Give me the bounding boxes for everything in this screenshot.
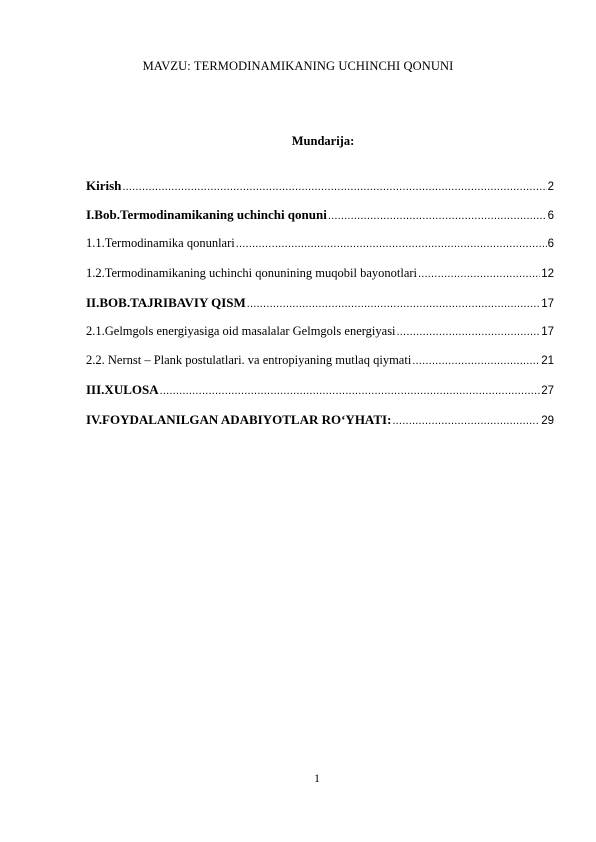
toc-entry-page: 17 (541, 325, 554, 338)
toc-entry-label: Kirish (86, 178, 122, 193)
toc-entry-page: 12 (541, 267, 554, 280)
toc-entry[interactable] (86, 266, 554, 295)
toc-entry-label: 2.1.Gelmgols energiyasiga oid masalalar Gelmgols energiyasi (86, 323, 396, 338)
toc-entry[interactable] (86, 295, 554, 324)
toc-dot-leader (160, 385, 541, 397)
toc-entry-label: IV.FOYDALANILGAN ADABIYOTLAR RO‘YHATI: (86, 411, 392, 427)
toc-dot-leader (247, 298, 540, 310)
table-of-contents (86, 178, 554, 441)
toc-dot-leader (397, 326, 541, 338)
toc-entry-label: 2.2. Nernst – Plank postulatlari. va entropiyaning mutlaq qiymati (86, 353, 412, 368)
toc-entry-page: 29 (541, 414, 554, 427)
toc-entry-page: 2 (547, 181, 554, 193)
toc-entry[interactable] (86, 236, 554, 265)
toc-dot-leader (122, 181, 546, 193)
toc-entry[interactable] (86, 412, 554, 441)
toc-dot-leader (328, 210, 547, 222)
toc-dot-leader (236, 238, 547, 250)
toc-entry-page: 27 (541, 385, 554, 398)
toc-entry[interactable] (86, 324, 554, 353)
toc-entry-label: 1.2.Termodinamikaning uchinchi qonunining muqobil bayonotlari (86, 265, 418, 280)
toc-dot-leader (392, 415, 540, 427)
toc-dot-leader (412, 355, 540, 367)
toc-entry-label: III.XULOSA (86, 382, 159, 398)
toc-entry-label: I.Bob.Termodinamikaning uchinchi qonuni (86, 207, 327, 223)
document-title: MAVZU: TERMODINAMIKANING UCHINCHI QONUNI (142, 59, 454, 73)
toc-entry-page: 6 (547, 238, 554, 251)
toc-entry[interactable] (86, 207, 554, 236)
toc-entry[interactable] (86, 178, 554, 207)
toc-entry-label: 1.1.Termodinamika qonunlari (86, 236, 235, 251)
toc-dot-leader (418, 268, 540, 280)
toc-entry-page: 6 (547, 210, 554, 223)
contents-heading: Mundarija: (291, 134, 355, 148)
toc-entry[interactable] (86, 382, 554, 411)
toc-entry-page: 21 (541, 355, 554, 368)
page-number: 1 (314, 773, 320, 785)
toc-entry-page: 17 (541, 297, 554, 310)
toc-entry-label: II.BOB.TAJRIBAVIY QISM (86, 294, 246, 310)
toc-entry[interactable] (86, 353, 554, 382)
